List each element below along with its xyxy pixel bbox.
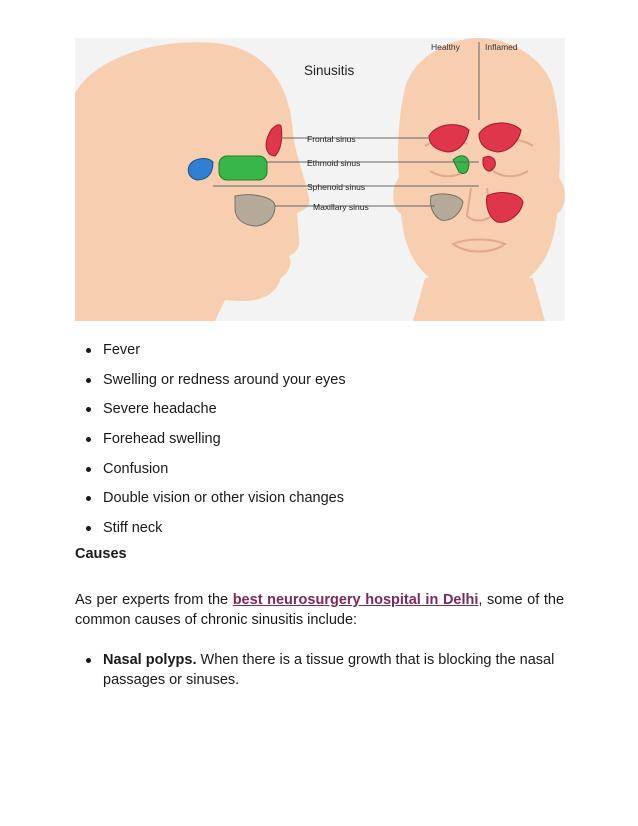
list-item [75, 459, 346, 489]
list-item [75, 340, 346, 370]
sinusitis-illustration [75, 38, 565, 321]
bullet-icon [86, 407, 91, 412]
bullet-icon [86, 496, 91, 501]
cause-text: When there is a tissue growth that is blocking the nasal passages or sinuses. [103, 652, 555, 688]
header-inflamed: Inflamed [485, 42, 518, 52]
causes-list [75, 650, 564, 690]
symptom-text: Confusion [103, 460, 169, 477]
symptom-text: Swelling or redness around your eyes [103, 371, 346, 388]
bullet-icon [86, 378, 91, 383]
front-head-neck [413, 278, 545, 321]
symptom-text: Stiff neck [103, 520, 163, 537]
bullet-icon [86, 658, 91, 663]
cause-term: Nasal polyps. [103, 652, 197, 668]
label-sphenoid-sinus: Sphenoid sinus [307, 182, 366, 192]
hospital-link[interactable]: best neurosurgery hospital in Delhi [232, 592, 479, 608]
sinusitis-diagram [75, 38, 565, 321]
symptom-text: Severe headache [103, 401, 217, 418]
ethmoid-sinus-side [219, 156, 267, 180]
symptom-text: Double vision or other vision changes [103, 490, 344, 507]
list-item [75, 488, 346, 518]
symptom-list [75, 340, 346, 548]
symptom-text: Fever [103, 342, 141, 358]
figure-title: Sinusitis [304, 63, 355, 78]
label-ethmoid-sinus: Ethmoid sinus [307, 158, 361, 168]
paragraph-text-after: , some of the common causes of chronic sinusitis include: [75, 592, 565, 628]
list-item [75, 429, 346, 459]
list-item [75, 650, 564, 690]
label-maxillary-sinus: Maxillary sinus [313, 202, 369, 212]
bullet-icon [86, 526, 91, 531]
causes-paragraph [75, 590, 564, 630]
causes-heading: Causes [75, 546, 127, 562]
list-item [75, 518, 346, 548]
label-frontal-sinus: Frontal sinus [307, 134, 356, 144]
side-head-profile [75, 42, 309, 321]
header-healthy: Healthy [431, 42, 460, 52]
bullet-icon [86, 437, 91, 442]
bullet-icon [86, 467, 91, 472]
bullet-icon [86, 348, 91, 353]
symptom-text: Forehead swelling [103, 431, 221, 448]
paragraph-text-before: As per experts from the [75, 592, 233, 608]
list-item [75, 370, 346, 400]
ethmoid-sinus-inflamed [483, 156, 495, 171]
list-item [75, 399, 346, 429]
